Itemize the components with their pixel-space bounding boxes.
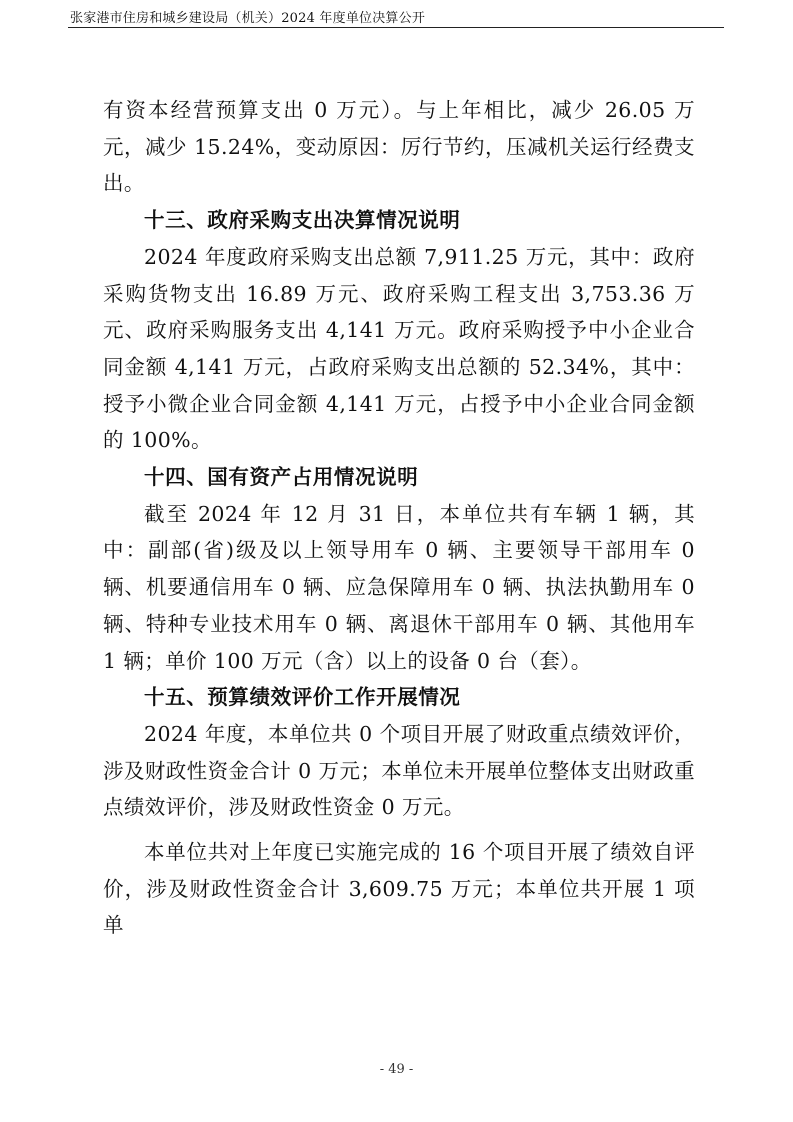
page-number: - 49 - (379, 1062, 414, 1077)
paragraph-15b: 本单位共对上年度已实施完成的 16 个项目开展了绩效自评价，涉及财政性资金合计 3,609.75 万元；本单位共开展 1 项单 (103, 840, 695, 938)
section-heading-15: 十五、预算绩效评价工作开展情况 (144, 685, 461, 710)
section-heading-14: 十四、国有资产占用情况说明 (144, 465, 419, 490)
paragraph-15a: 2024 年度，本单位共 0 个项目开展了财政重点绩效评价，涉及财政性资金合计 0 万元；本单位未开展单位整体支出财政重点绩效评价，涉及财政性资金 0 万元。 (103, 721, 695, 820)
document-body (103, 92, 695, 944)
running-header: 张家港市住房和城乡建设局（机关）2024 年度单位决算公开 (70, 11, 426, 26)
paragraph-14: 截至 2024 年 12 月 31 日，本单位共有车辆 1 辆，其中：副部(省)级及以上领导用车 0 辆、主要领导干部用车 0 辆、机要通信用车 0 辆、应急保障用车 0 辆、执法执勤用车 0 辆、特种专业技术用车 0 辆、离退休干部用车 0 辆、其他用车 1 辆；单价 100 万元（含）以上的设备 0 台（套）。 (103, 501, 695, 673)
paragraph-continued: 有资本经营预算支出 0 万元）。与上年相比，减少 26.05 万元，减少 15.24%，变动原因：厉行节约，压减机关运行经费支出。 (103, 98, 695, 196)
section-heading-13: 十三、政府采购支出决算情况说明 (144, 208, 461, 233)
header-rule (68, 27, 724, 28)
paragraph-13: 2024 年度政府采购支出总额 7,911.25 万元，其中：政府采购货物支出 16.89 万元、政府采购工程支出 3,753.36 万元、政府采购服务支出 4,141 万元。政府采购授予中小企业合同金额 4,141 万元，占政府采购支出总额的 52.34%，其中：授予小微企业合同金额 4,141 万元，占授予中小企业合同金额的 100%。 (103, 244, 695, 453)
